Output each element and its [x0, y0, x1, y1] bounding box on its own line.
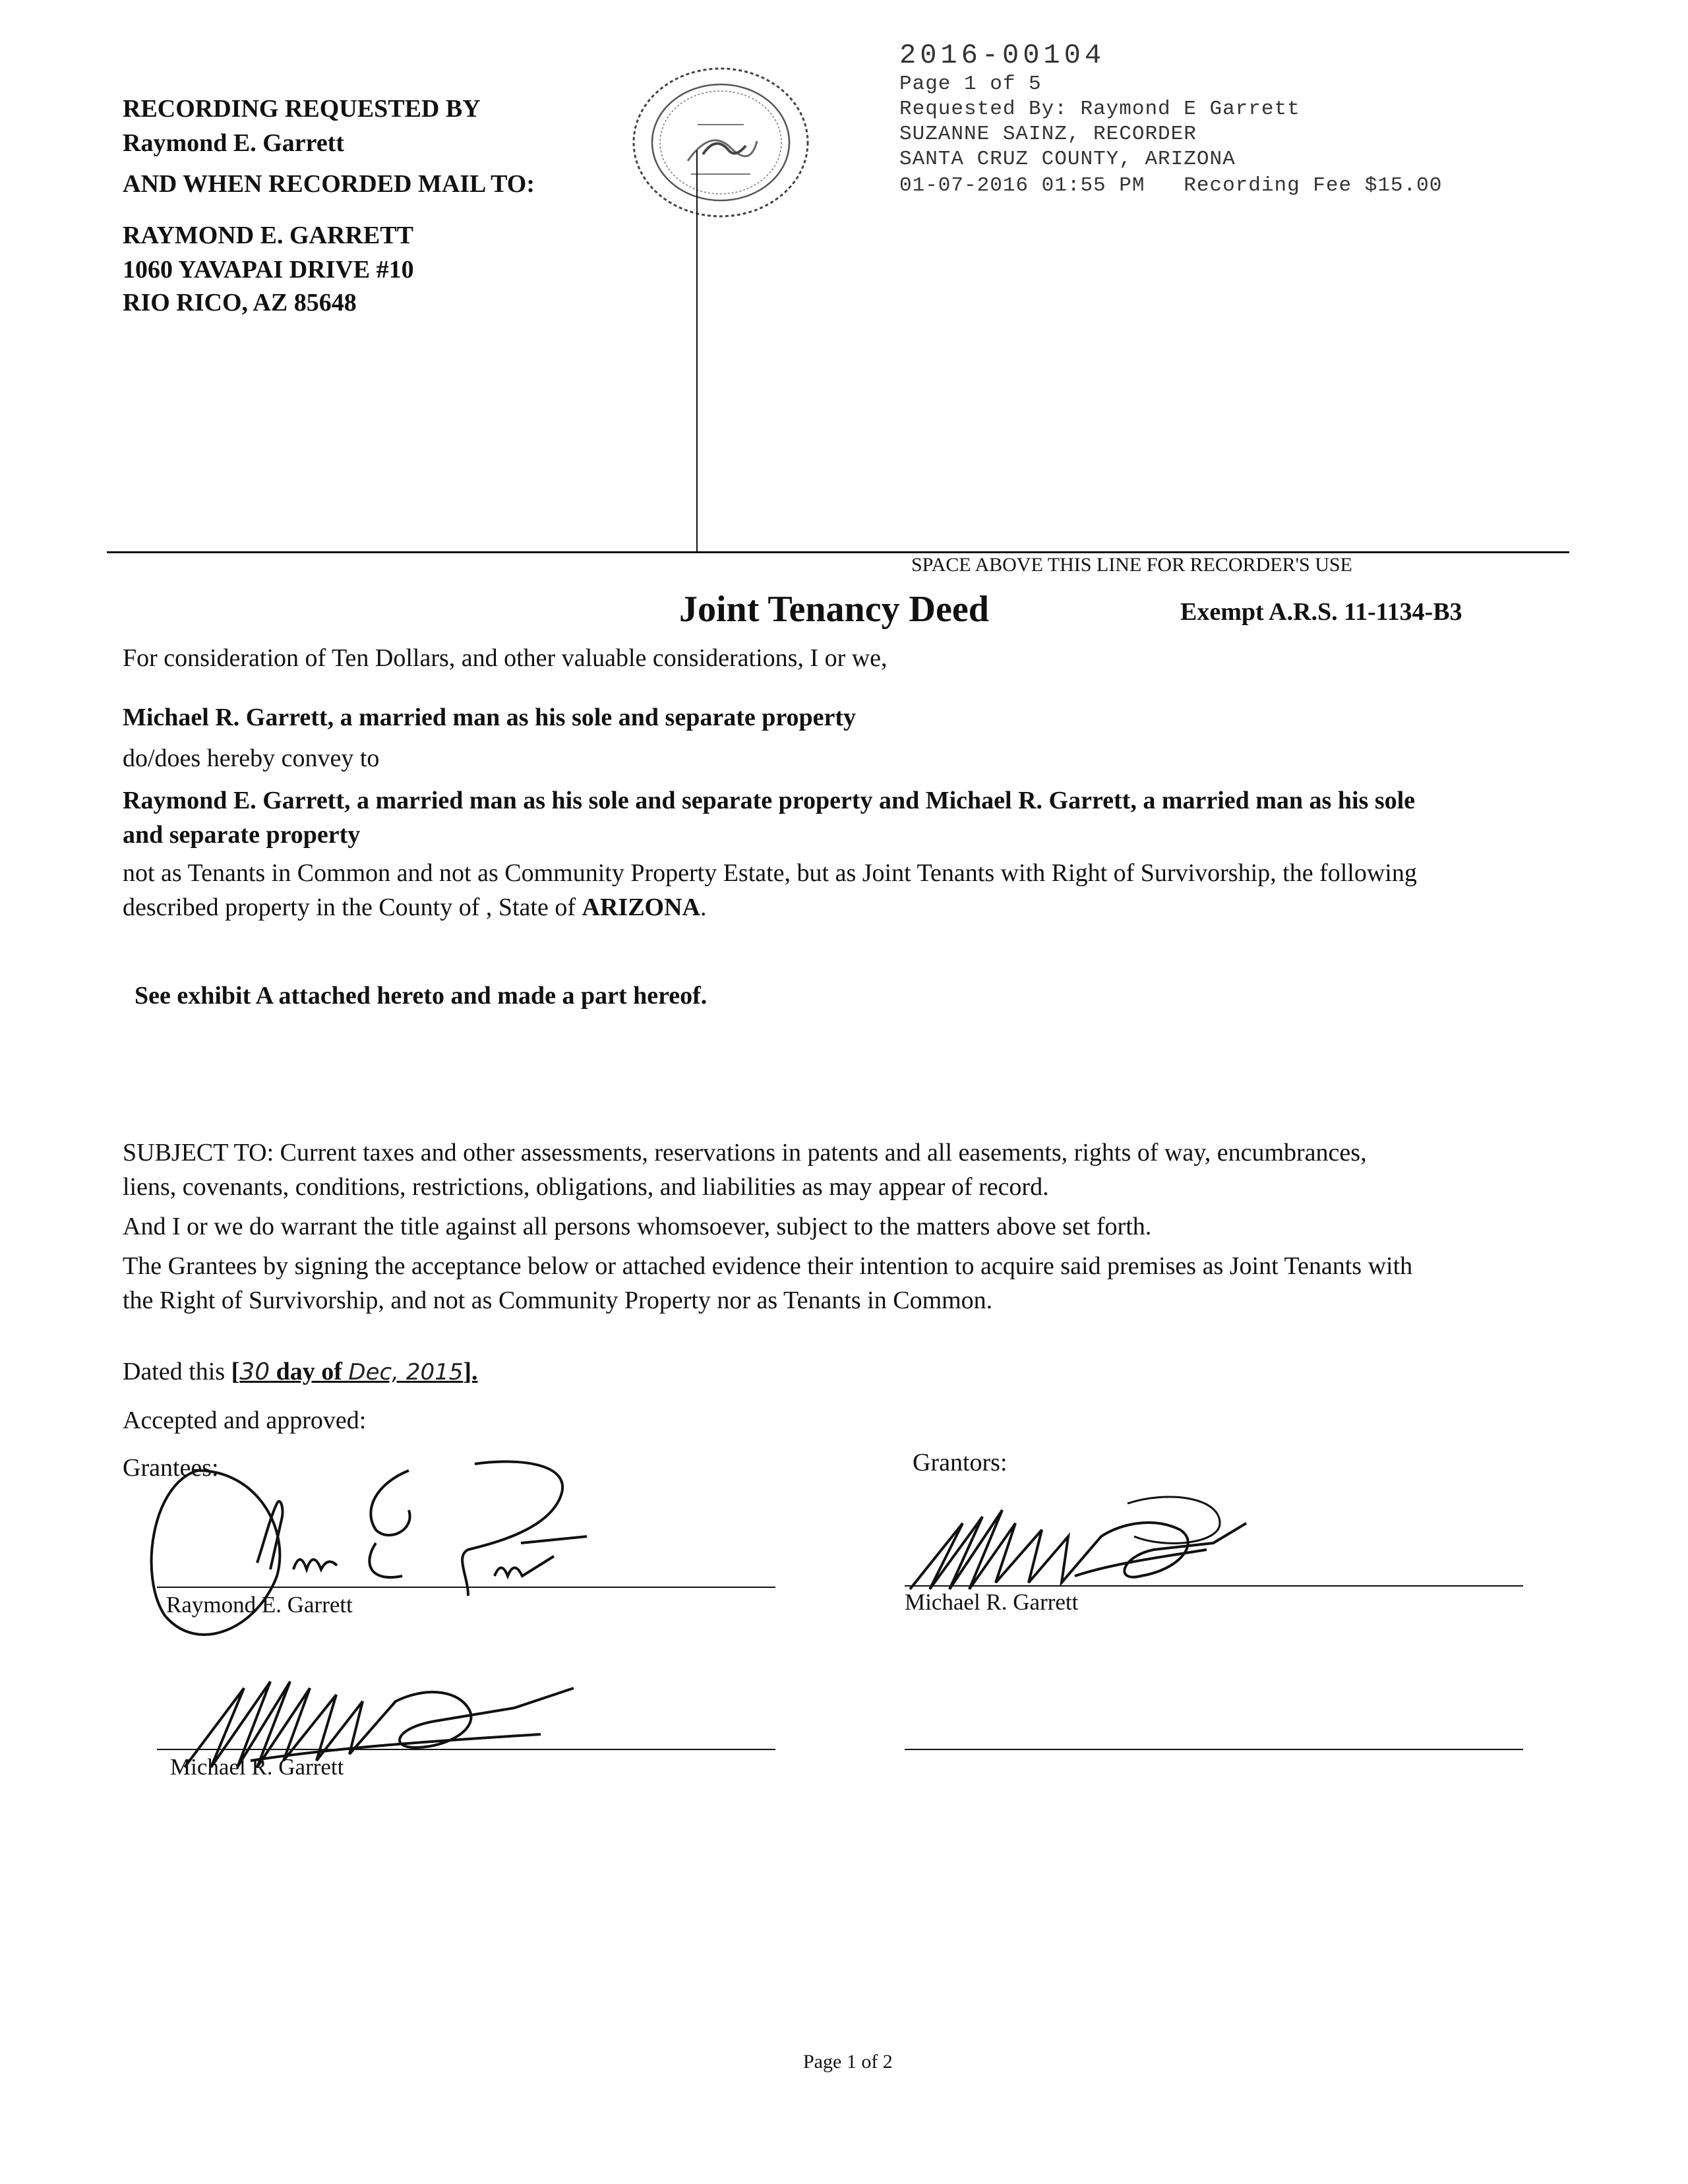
- tenancy-text-line2: [123, 890, 706, 925]
- subject-to-line2: liens, covenants, conditions, restrictions, obligations, and liabilities as may appear of record.: [123, 1173, 1049, 1201]
- recording-number: 2016-00104: [899, 40, 1106, 71]
- grantor1-signature-line: [905, 1585, 1523, 1587]
- acceptance-line2: the Right of Survivorship, and not as Community Property nor as Tenants in Common.: [123, 1287, 993, 1314]
- recorder-use-label: SPACE ABOVE THIS LINE FOR RECORDER'S USE: [911, 554, 1352, 576]
- recorder-space-line: [107, 551, 1569, 553]
- state-name: ARIZONA: [582, 894, 700, 921]
- county-seal-icon: [625, 62, 816, 223]
- dated-prefix: Dated this: [123, 1358, 231, 1385]
- mail-city: RIO RICO, AZ 85648: [123, 289, 357, 317]
- dated-month-year: Dec, 2015: [348, 1359, 464, 1385]
- mail-name: RAYMOND E. GARRETT: [123, 222, 413, 249]
- grantee1-signature-icon: [125, 1444, 626, 1655]
- grantor1-name: Michael R. Garrett: [905, 1589, 1079, 1615]
- dated-line: [123, 1354, 478, 1389]
- grantee1-name: Raymond E. Garrett: [166, 1592, 353, 1618]
- stamp-recorder: SUZANNE SAINZ, RECORDER: [899, 123, 1197, 146]
- exhibit-reference: See exhibit A attached hereto and made a part hereof.: [135, 982, 708, 1010]
- consideration-text: For consideration of Ten Dollars, and other valuable considerations, I or we,: [123, 644, 888, 672]
- grantee2-name: Michael R. Garrett: [170, 1754, 344, 1780]
- dated-bracket-close: ].: [463, 1358, 478, 1385]
- exempt-statute: Exempt A.R.S. 11-1134-B3: [1180, 598, 1462, 626]
- dated-bracket-open: [: [231, 1358, 240, 1385]
- grantees-label: Grantees:: [123, 1454, 219, 1482]
- grantor1-signature-icon: [903, 1484, 1273, 1602]
- warranty-text: And I or we do warrant the title against all persons whomsoever, subject to the matters above set forth.: [123, 1213, 1152, 1240]
- stamp-recording-fee: Recording Fee $15.00: [1184, 174, 1443, 197]
- stamp-datetime-fee: [899, 173, 1442, 199]
- page-footer: Page 1 of 2: [803, 2051, 893, 2073]
- mail-to-label: AND WHEN RECORDED MAIL TO:: [123, 170, 535, 198]
- grantees-clause-line2: and separate property: [123, 821, 361, 849]
- stamp-page-info: Page 1 of 5: [899, 73, 1042, 96]
- convey-text: do/does hereby convey to: [123, 744, 380, 772]
- grantor2-signature-line: [905, 1749, 1523, 1750]
- dated-day: 30: [239, 1358, 270, 1385]
- accepted-approved: Accepted and approved:: [123, 1407, 367, 1434]
- tenancy-suffix: .: [700, 894, 707, 921]
- stamp-county: SANTA CRUZ COUNTY, ARIZONA: [899, 148, 1236, 171]
- grantor-clause: Michael R. Garrett, a married man as his sole and separate property: [123, 704, 857, 731]
- vertical-divider: [696, 150, 698, 553]
- recording-requested-label: RECORDING REQUESTED BY: [123, 95, 481, 123]
- grantors-label: Grantors:: [913, 1449, 1008, 1476]
- subject-to-line1: SUBJECT TO: Current taxes and other assessments, reservations in patents and all easements, rights of way, encumbrances,: [123, 1139, 1367, 1167]
- grantee2-signature-line: [157, 1749, 775, 1750]
- stamp-requested-by: Requested By: Raymond E Garrett: [899, 98, 1300, 121]
- stamp-date-time: 01-07-2016 01:55 PM: [899, 174, 1145, 197]
- tenancy-text-line1: not as Tenants in Common and not as Community Property Estate, but as Joint Tenants with Right of Survivorship, the following: [123, 859, 1417, 887]
- acceptance-line1: The Grantees by signing the acceptance below or attached evidence their intention to acquire said premises as Joint Tenants with: [123, 1252, 1413, 1280]
- dated-day-of: day of: [270, 1358, 349, 1385]
- mail-street: 1060 YAVAPAI DRIVE #10: [123, 256, 414, 284]
- dated-field: [231, 1358, 478, 1385]
- document-title: Joint Tenancy Deed: [679, 589, 989, 630]
- requested-by-name: Raymond E. Garrett: [123, 129, 344, 157]
- tenancy-prefix: described property in the County of , State of: [123, 894, 582, 921]
- grantee1-signature-line: [157, 1587, 775, 1588]
- grantees-clause-line1: Raymond E. Garrett, a married man as his sole and separate property and Michael R. Garrett, a married man as his sole: [123, 787, 1416, 814]
